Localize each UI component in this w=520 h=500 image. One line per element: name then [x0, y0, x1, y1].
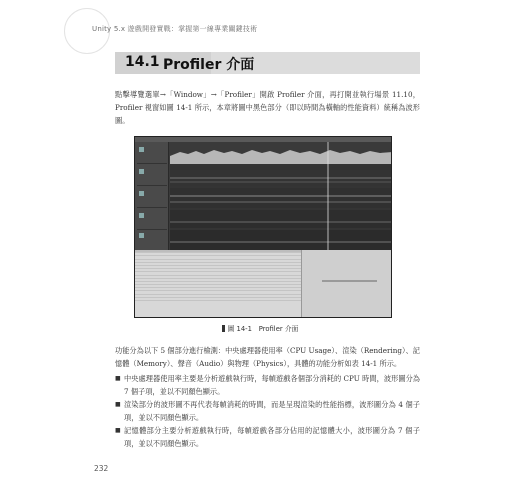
bullet-item: ■ 記憶體部分主要分析遊戲執行時，每幀遊戲各部分佔用的記憶體大小，波形圖分為 7 個子項，並以不同顏色顯示。 [115, 424, 420, 450]
table-row [135, 298, 301, 301]
caption-marker [222, 325, 225, 332]
running-head: Unity 5.x 遊戲開發實戰：掌握第一線專業關鍵技術 [92, 25, 258, 33]
module-rendering [137, 166, 167, 186]
module-cpu [137, 144, 167, 164]
waveform-area [170, 142, 392, 250]
intro-paragraph: 點擊導覽選單→「Window」→「Profiler」開啟 Profiler 介面，再打開並執行場景 11.10，Profiler 視窗如圖 14-1 所示，本章將圖中黑色部分（即以時間為橫軸的性能資料）統稱為波形圖。 [115, 90, 420, 125]
section-number: 14.1 [125, 54, 160, 70]
bullet-list [115, 372, 420, 450]
bullet-item: ■ 中央處理器使用率主要是分析遊戲執行時，每幀遊戲各個部分消耗的 CPU 時間，波形圖分為 7 個子項，並以不同顏色顯示。 [115, 372, 420, 398]
function-paragraph: 功能分為以下 5 個部分進行檢測：中央處理器使用率（CPU Usage）、渲染（Rendering）、記憶體（Memory）、聲音（Audio）與物理（Physics），具體的功能分析如表 14-1 所示。 [115, 346, 420, 368]
profiler-module-list [135, 142, 169, 250]
profiler-hierarchy-table [135, 250, 301, 318]
figure-caption-wrap [0, 323, 520, 333]
module-memory [137, 188, 167, 208]
figure-caption: 圖 14-1 Profiler 介面 [227, 325, 299, 333]
profiler-detail-panel [301, 250, 392, 318]
module-physics [137, 230, 167, 250]
module-audio [137, 210, 167, 230]
section-title: Profiler 介面 [163, 57, 255, 73]
page-number: 232 [94, 464, 109, 473]
section-title-bar [115, 52, 420, 74]
detail-placeholder [322, 280, 377, 282]
profiler-screenshot [134, 136, 392, 318]
bullet-item: ■ 渲染部分的波形圖不再代表每幀消耗的時間，而是呈現渲染的性能指標，波形圖分為 4 個子項，並以不同顏色顯示。 [115, 398, 420, 424]
waveform-graph [170, 142, 392, 250]
